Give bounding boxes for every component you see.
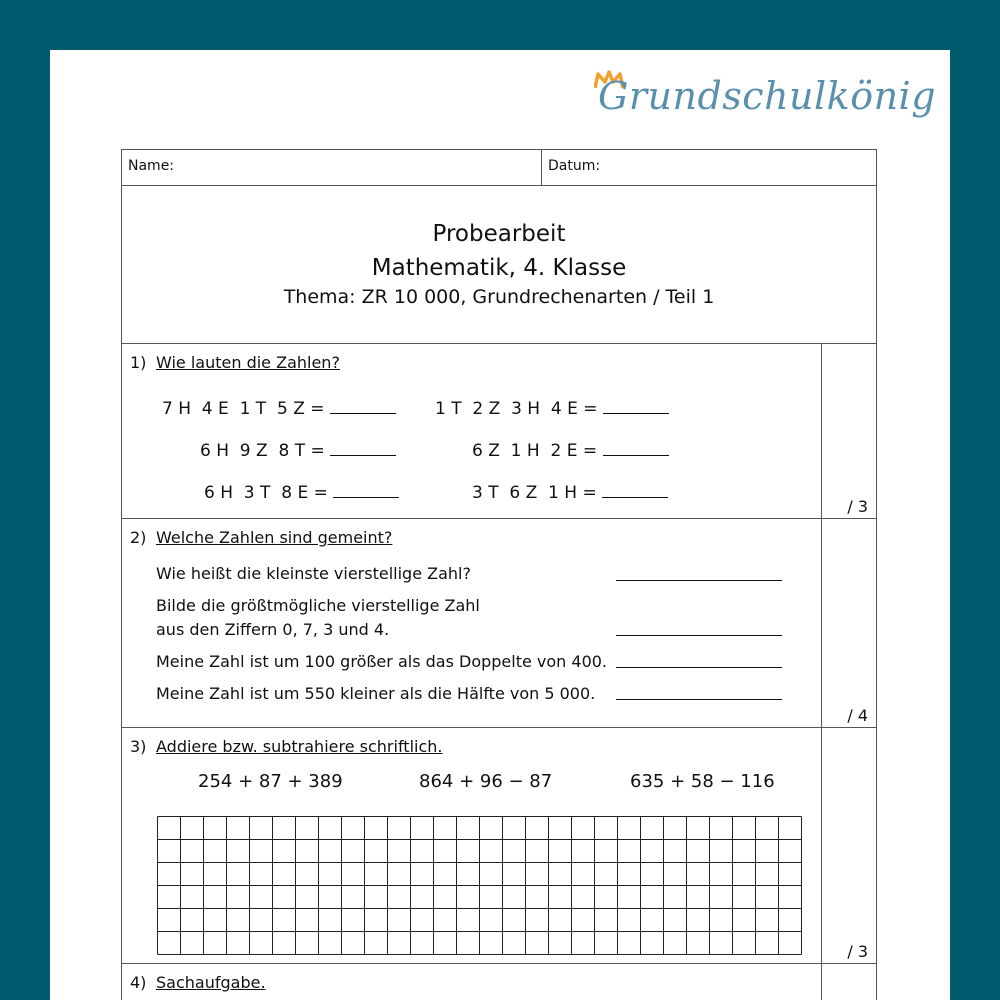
calculation-grid[interactable] (157, 816, 807, 956)
task-4 (122, 963, 876, 1000)
answer-blank[interactable] (602, 481, 668, 498)
score-label: / 4 (847, 706, 868, 725)
answer-blank[interactable] (330, 439, 396, 456)
test-table (121, 149, 877, 1000)
date-label: Datum: (548, 158, 601, 174)
number-item: 6 H 9 Z 8 T = (200, 439, 396, 461)
question-text: Wie heißt die kleinste vierstellige Zahl? (156, 564, 471, 583)
worksheet (50, 50, 950, 1000)
task-2 (122, 518, 876, 728)
score-label: / 3 (847, 497, 868, 516)
task-question: Addiere bzw. subtrahiere schriftlich. (156, 737, 443, 756)
task-number: 3) (130, 737, 147, 756)
score-column (821, 518, 876, 727)
number-item: 3 T 6 Z 1 H = (472, 481, 668, 503)
answer-blank[interactable] (603, 397, 669, 414)
answer-line[interactable] (616, 580, 782, 581)
title-block (122, 185, 876, 344)
task-question: Wie lauten die Zahlen? (156, 353, 340, 372)
answer-blank[interactable] (330, 397, 396, 414)
answer-line[interactable] (616, 635, 782, 636)
name-field[interactable] (122, 150, 542, 185)
math-expression: 864 + 96 − 87 (419, 771, 553, 792)
task-1 (122, 343, 876, 519)
question-text: aus den Ziffern 0, 7, 3 und 4. (156, 620, 390, 639)
name-label: Name: (128, 158, 175, 174)
number-item: 6 Z 1 H 2 E = (472, 439, 669, 461)
score-column (821, 727, 876, 963)
question-text: Meine Zahl ist um 100 größer als das Doppelte von 400. (156, 652, 608, 671)
score-column (821, 343, 876, 518)
answer-line[interactable] (616, 667, 782, 668)
answer-blank[interactable] (603, 439, 669, 456)
task-number: 4) (130, 973, 147, 992)
brand-logo: Grundschulkönig (598, 74, 937, 118)
name-date-row (122, 150, 876, 186)
math-expression: 635 + 58 − 116 (630, 771, 775, 792)
math-expression: 254 + 87 + 389 (198, 771, 343, 792)
question-text: Bilde die größtmögliche vierstellige Zahl (156, 596, 480, 615)
score-label: / 3 (847, 942, 868, 961)
task-question: Sachaufgabe. (156, 973, 266, 992)
topic-line: Thema: ZR 10 000, Grundrechenarten / Teil 1 (283, 286, 715, 308)
score-column (821, 963, 876, 1000)
task-3 (122, 727, 876, 964)
page-title: Probearbeit (432, 221, 566, 247)
answer-line[interactable] (616, 699, 782, 700)
task-number: 1) (130, 353, 147, 372)
subject-title: Mathematik, 4. Klasse (371, 255, 627, 281)
task-question: Welche Zahlen sind gemeint? (156, 528, 393, 547)
date-field[interactable] (542, 150, 876, 185)
number-item: 7 H 4 E 1 T 5 Z = (162, 397, 396, 419)
answer-blank[interactable] (333, 481, 399, 498)
number-item: 6 H 3 T 8 E = (204, 481, 399, 503)
question-text: Meine Zahl ist um 550 kleiner als die Hälfte von 5 000. (156, 684, 596, 703)
number-item: 1 T 2 Z 3 H 4 E = (435, 397, 669, 419)
task-number: 2) (130, 528, 147, 547)
